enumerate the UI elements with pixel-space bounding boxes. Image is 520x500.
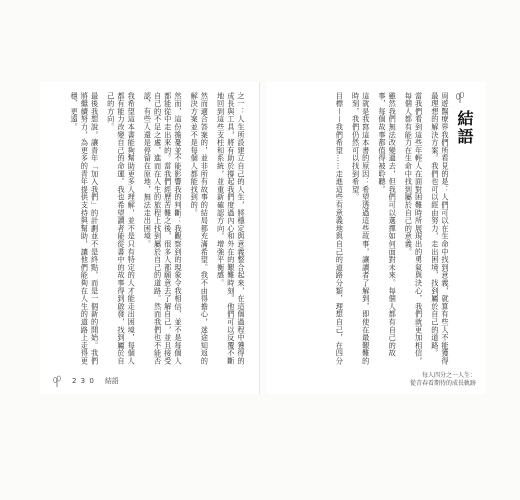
paragraph: 我希望這本書能夠幫助更多人理解，並不是只有特定的人才能走出困境，每個人都有能力改變自己的命運。我也希望讀者能從書中的故事得到啟發，找到屬於自己的方向。: [106, 92, 137, 365]
paragraph: 當我們看到這些年輕人在面對困難時所展現出的勇氣與決心，我們就更加相信，每個人都有能力在生命中找到屬於自己的意義。: [404, 92, 424, 365]
chapter-title: [453, 90, 476, 146]
paragraph: 之一：人生所設建立自己的人生，將穩定與意義整合起來，在這個過程中獲得的成長與工具，將有助於撐起我們度過內心和外在的艱難時刻。他們可以反覆不斷地回到這些支柱和系統，並重新確認方向，增強平衡感。: [216, 92, 246, 365]
running-head: 結語: [104, 377, 119, 385]
left-page-footer: [52, 374, 119, 388]
right-page-body: [285, 92, 450, 372]
right-page: [266, 82, 486, 394]
paragraph: 雖然我們無法改變過去，但我們可以選擇如何面對未來。每個人都有自己的故事，每個故事都值得被聆聽。: [377, 92, 398, 358]
paragraph: 這就是我寫這本書的原因：希望透過這些故事，讓讀者了解到，即使在最艱難的時刻，我們仍然可以找到希望。: [351, 92, 371, 365]
left-page-body: [56, 92, 246, 372]
leaf-icon: [460, 90, 470, 104]
running-title-line1: 每人四分之一人生：: [421, 372, 476, 379]
running-title-line2: 從青春看期待的成長軌跡: [409, 380, 476, 387]
paragraph: 目標——我們希望……走進這些有意義地與自己的道路分類，理想自己，在四分: [335, 92, 345, 365]
chapter-title-text: 結語: [455, 110, 474, 146]
paragraph: 然而適合答案的，並非所有故事的結局都充滿希望。我不由得擔心，迷途知返的解決方案並不是每個人都能找到的。: [190, 92, 210, 365]
page-number: 2 3 0: [72, 377, 95, 385]
right-page-footer: [410, 372, 476, 388]
left-page: [40, 82, 260, 394]
spine-divider: [259, 82, 260, 394]
paragraph: 周遊醫療界我們所看見的是：人們可以在生命中找到意義，就算有些人不能獲得最理想的解決方案。我們也可以經由努力，走出困境，找到屬於自己的道路。: [430, 92, 450, 365]
leaf-icon: [52, 374, 62, 388]
paragraph: 然而，這份擔憂並不能影響我的判斷：我觀察到的現象令我相信，並不是每個人都能從中走出來的。當我們經歷苦難之後，很多人都願意去了解自己，並且接受自己的不足之處，進而在人生的旅程上找到屬於自己的道路。然而我們也不能否認，有些人還是停留在原地，無法走出困境。: [143, 92, 183, 365]
paragraph: 最後我想說，讓青年「加入我們」的計劃並不是終點，而是一個新的開始。我們將繼續努力，為更多的青年提供支持與幫助，讓他們能夠在人生的道路上走得更穩、更遠。: [70, 92, 100, 365]
